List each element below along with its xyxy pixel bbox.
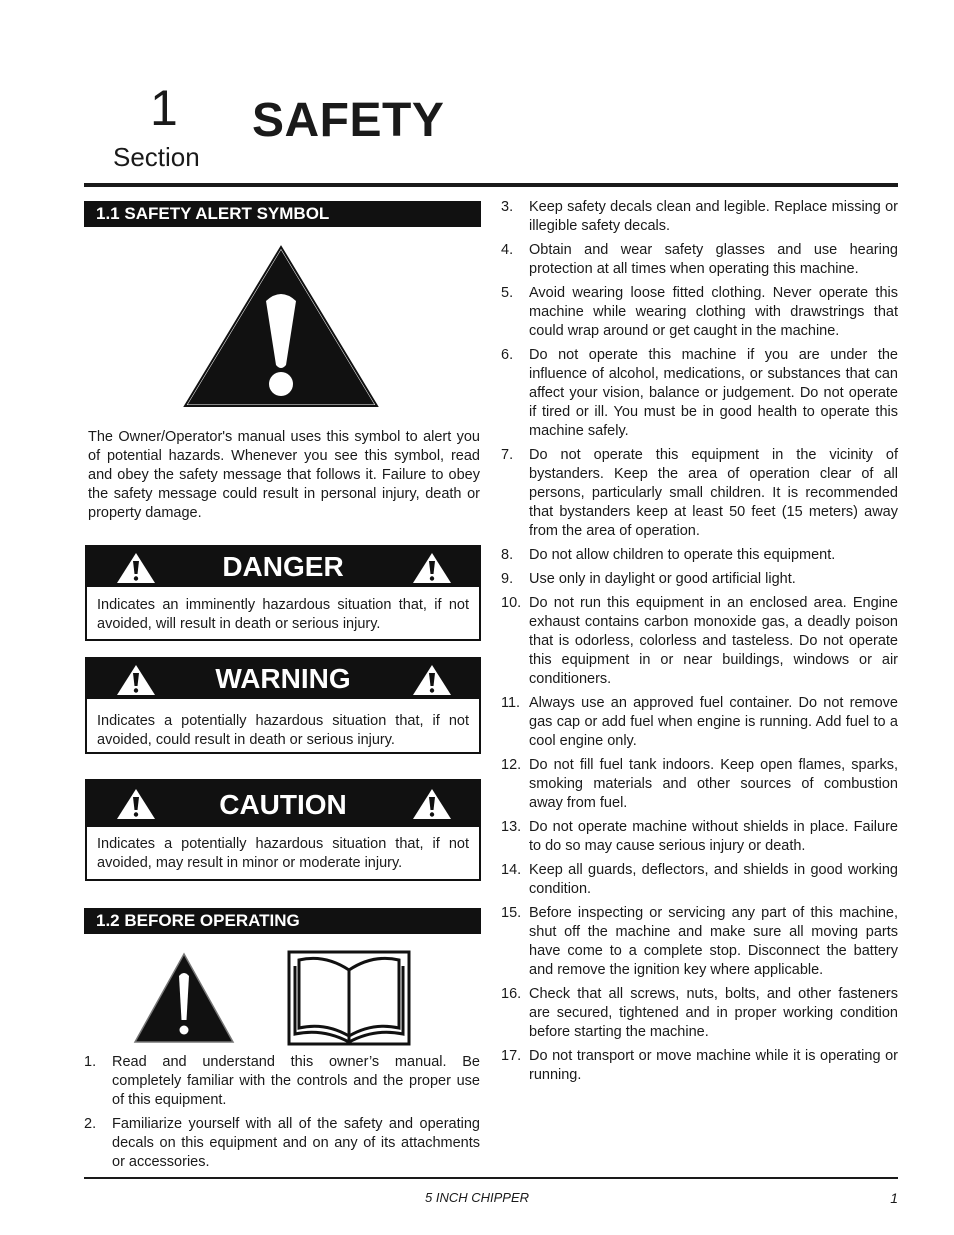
- safety-alert-triangle-icon: [182, 243, 380, 409]
- header-rule: [84, 183, 898, 187]
- page-number: 1: [890, 1190, 898, 1206]
- list-item: 3. Keep safety decals clean and legible. Replace missing or illegible safety decals.: [501, 199, 898, 234]
- caution-text: Indicates a potentially hazardous situation that, if not avoided, may result in minor or moderate injury.: [97, 836, 469, 871]
- list-item: 14. Keep all guards, deflectors, and shields in good working condition.: [501, 862, 898, 897]
- before-operating-list-left: [84, 1053, 480, 1177]
- caution-header: [87, 781, 479, 827]
- list-item: 6. Do not operate this machine if you are under the influence of alcohol, medications, or substances that can affect your vision, balance or judgement. Do not operate if tired or ill. You must be in good health to operate this machine safely.: [501, 347, 898, 439]
- list-item: 12. Do not fill fuel tank indoors. Keep open flames, sparks, smoking materials and other sources of combustion away from fuel.: [501, 757, 898, 811]
- danger-box: [85, 545, 481, 641]
- warning-triangle-icon: [412, 552, 452, 584]
- list-item: 11. Always use an approved fuel container. Do not remove gas cap or add fuel when engine is running. Add fuel to a cool engine only.: [501, 695, 898, 749]
- list-item: 10. Do not run this equipment in an enclosed area. Engine exhaust contains carbon monoxide gas, a deadly poison that is odorless, colorless and tasteless. Do not operate this equipment in or near buildings, windows or air conditioners.: [501, 595, 898, 687]
- section-number: 1: [150, 80, 178, 136]
- warning-label: WARNING: [215, 663, 351, 694]
- section-1-1-heading: 1.1 SAFETY ALERT SYMBOL: [84, 201, 481, 227]
- warning-header: [87, 659, 479, 699]
- list-item: 13. Do not operate machine without shields in place. Failure to do so may cause serious injury or death.: [501, 819, 898, 854]
- list-item: 16. Check that all screws, nuts, bolts, and other fasteners are secured, tightened and in proper working condition before starting the machine.: [501, 986, 898, 1040]
- list-item: 4. Obtain and wear safety glasses and use hearing protection at all times when operating this machine.: [501, 242, 898, 277]
- caution-box: [85, 779, 481, 881]
- warning-triangle-icon: [412, 664, 452, 696]
- danger-text: Indicates an imminently hazardous situation that, if not avoided, will result in death or serious injury.: [97, 597, 469, 632]
- list-item: 2. Familiarize yourself with all of the safety and operating decals on this equipment and on any of its attachments or accessories.: [84, 1116, 480, 1170]
- page-title: SAFETY: [252, 94, 445, 147]
- warning-triangle-icon: [412, 788, 452, 820]
- list-item: 15. Before inspecting or servicing any part of this machine, shut off the machine and make sure all moving parts have come to a complete stop. Disconnect the battery and remove the ignition key where applicable.: [501, 905, 898, 978]
- list-item: 8. Do not allow children to operate this equipment.: [501, 547, 836, 563]
- open-manual-icon: [287, 950, 411, 1046]
- list-item: 1. Read and understand this owner’s manual. Be completely familiar with the controls and the proper use of this equipment.: [84, 1054, 480, 1108]
- section-label: Section: [113, 142, 200, 172]
- warning-triangle-icon: [133, 952, 235, 1044]
- caution-label: CAUTION: [219, 789, 347, 820]
- list-item: 5. Avoid wearing loose fitted clothing. Never operate this machine while wearing clothing with drawstrings that could wrap around or get caught in the machine.: [501, 285, 898, 339]
- warning-text: Indicates a potentially hazardous situation that, if not avoided, could result in death or serious injury.: [97, 713, 469, 748]
- danger-label: DANGER: [222, 551, 344, 582]
- list-item: 7. Do not operate this equipment in the vicinity of bystanders. Keep the area of operation clear of all persons, particularly small children. It is recommended that bystanders keep at least 50 feet (15 meters) away from the area of operation.: [501, 447, 898, 539]
- footer-rule: [84, 1177, 898, 1179]
- footer-title: 5 INCH CHIPPER: [424, 1190, 530, 1205]
- list-item: 17. Do not transport or move machine while it is operating or running.: [501, 1048, 898, 1083]
- list-item: 9. Use only in daylight or good artificial light.: [501, 571, 796, 587]
- before-operating-list-right: [501, 198, 898, 1090]
- section-1-2-heading: 1.2 BEFORE OPERATING: [84, 908, 481, 934]
- safety-alert-paragraph: The Owner/Operator's manual uses this symbol to alert you of potential hazards. Whenever you see this symbol, read and obey the safety message that follows it. Failure to obey the safety message could result in personal injury, death or property damage.: [88, 429, 480, 521]
- danger-header: [87, 547, 479, 587]
- warning-box: [85, 657, 481, 754]
